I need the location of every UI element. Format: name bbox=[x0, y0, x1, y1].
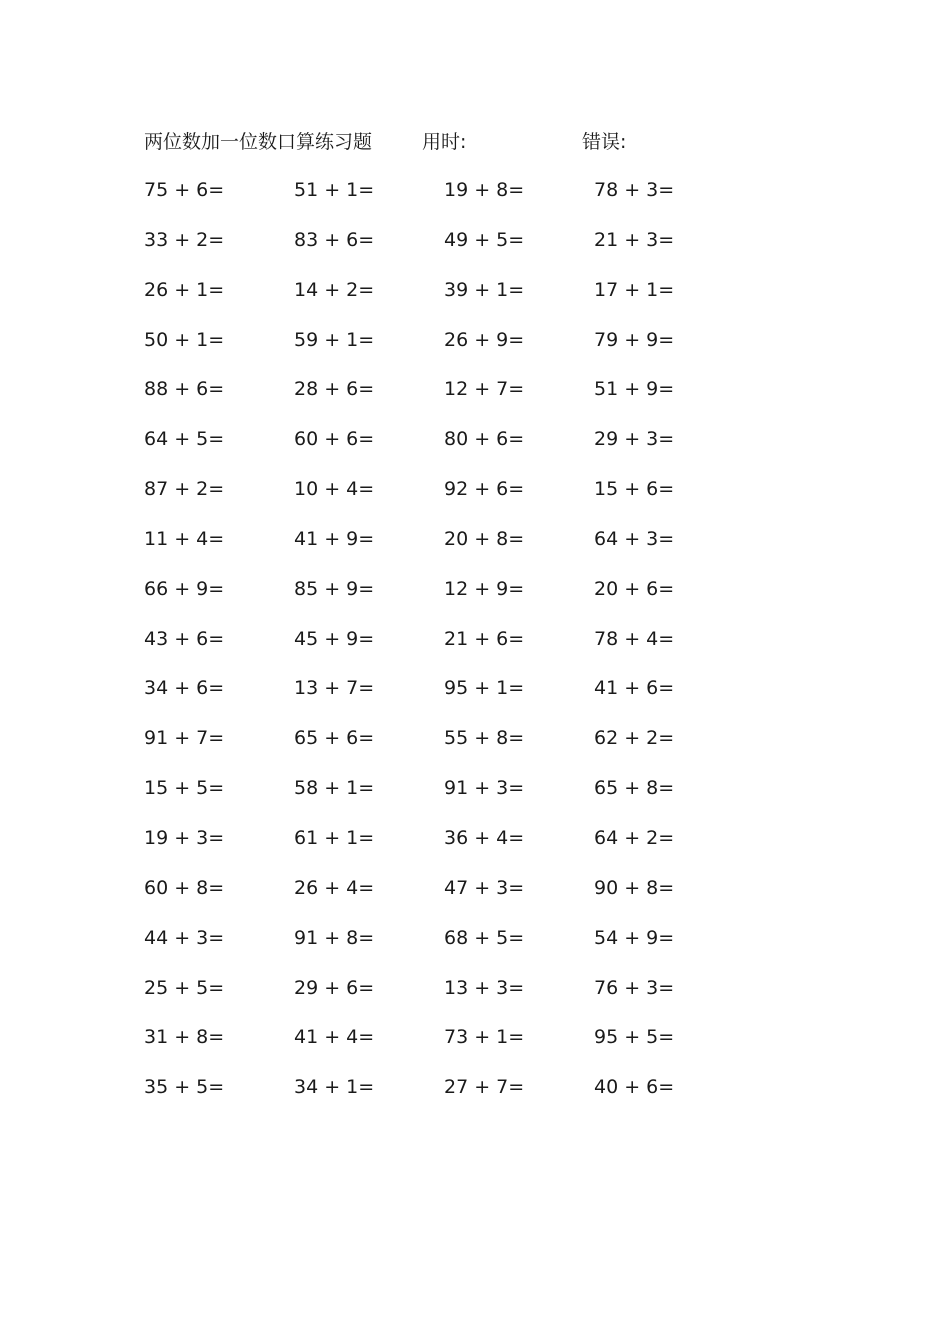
arithmetic-problem: 21 + 3= bbox=[594, 228, 675, 251]
arithmetic-problem: 68 + 5= bbox=[444, 926, 525, 949]
arithmetic-problem: 36 + 4= bbox=[444, 826, 525, 849]
arithmetic-problem: 15 + 5= bbox=[144, 777, 225, 800]
arithmetic-problem: 41 + 6= bbox=[594, 677, 675, 700]
arithmetic-problem: 85 + 9= bbox=[294, 577, 375, 600]
arithmetic-problem: 13 + 3= bbox=[444, 976, 525, 999]
worksheet-header bbox=[144, 128, 764, 156]
arithmetic-problem: 50 + 1= bbox=[144, 328, 225, 351]
arithmetic-problem: 91 + 7= bbox=[144, 727, 225, 750]
arithmetic-problem: 20 + 8= bbox=[444, 527, 525, 550]
arithmetic-problem: 64 + 3= bbox=[594, 527, 675, 550]
arithmetic-problem: 25 + 5= bbox=[144, 976, 225, 999]
problem-grid bbox=[144, 176, 764, 1123]
arithmetic-problem: 21 + 6= bbox=[444, 627, 525, 650]
arithmetic-problem: 47 + 3= bbox=[444, 876, 525, 899]
arithmetic-problem: 51 + 9= bbox=[594, 378, 675, 401]
arithmetic-problem: 95 + 1= bbox=[444, 677, 525, 700]
arithmetic-problem: 66 + 9= bbox=[144, 577, 225, 600]
arithmetic-problem: 26 + 1= bbox=[144, 278, 225, 301]
arithmetic-problem: 28 + 6= bbox=[294, 378, 375, 401]
arithmetic-problem: 40 + 6= bbox=[594, 1076, 675, 1099]
worksheet-title: 两位数加一位数口算练习题 bbox=[144, 131, 373, 153]
arithmetic-problem: 60 + 8= bbox=[144, 876, 225, 899]
arithmetic-problem: 79 + 9= bbox=[594, 328, 675, 351]
arithmetic-problem: 83 + 6= bbox=[294, 228, 375, 251]
arithmetic-problem: 73 + 1= bbox=[444, 1026, 525, 1049]
arithmetic-problem: 60 + 6= bbox=[294, 428, 375, 451]
arithmetic-problem: 49 + 5= bbox=[444, 228, 525, 251]
arithmetic-problem: 26 + 4= bbox=[294, 876, 375, 899]
arithmetic-problem: 12 + 9= bbox=[444, 577, 525, 600]
arithmetic-problem: 64 + 2= bbox=[594, 826, 675, 849]
arithmetic-problem: 41 + 9= bbox=[294, 527, 375, 550]
arithmetic-problem: 43 + 6= bbox=[144, 627, 225, 650]
arithmetic-problem: 91 + 8= bbox=[294, 926, 375, 949]
arithmetic-problem: 55 + 8= bbox=[444, 727, 525, 750]
arithmetic-problem: 14 + 2= bbox=[294, 278, 375, 301]
time-label: 用时: bbox=[422, 131, 467, 153]
arithmetic-problem: 90 + 8= bbox=[594, 876, 675, 899]
arithmetic-problem: 87 + 2= bbox=[144, 478, 225, 501]
arithmetic-problem: 19 + 8= bbox=[444, 179, 525, 201]
arithmetic-problem: 12 + 7= bbox=[444, 378, 525, 401]
arithmetic-problem: 62 + 2= bbox=[594, 727, 675, 750]
arithmetic-problem: 11 + 4= bbox=[144, 527, 225, 550]
arithmetic-problem: 92 + 6= bbox=[444, 478, 525, 501]
arithmetic-problem: 33 + 2= bbox=[144, 228, 225, 251]
arithmetic-problem: 39 + 1= bbox=[444, 278, 525, 301]
arithmetic-problem: 10 + 4= bbox=[294, 478, 375, 501]
arithmetic-problem: 78 + 3= bbox=[594, 179, 675, 201]
arithmetic-problem: 15 + 6= bbox=[594, 478, 675, 501]
arithmetic-problem: 34 + 6= bbox=[144, 677, 225, 700]
arithmetic-problem: 41 + 4= bbox=[294, 1026, 375, 1049]
arithmetic-problem: 78 + 4= bbox=[594, 627, 675, 650]
arithmetic-problem: 80 + 6= bbox=[444, 428, 525, 451]
arithmetic-problem: 29 + 3= bbox=[594, 428, 675, 451]
arithmetic-problem: 95 + 5= bbox=[594, 1026, 675, 1049]
arithmetic-problem: 61 + 1= bbox=[294, 826, 375, 849]
arithmetic-problem: 65 + 6= bbox=[294, 727, 375, 750]
arithmetic-problem: 59 + 1= bbox=[294, 328, 375, 351]
arithmetic-problem: 31 + 8= bbox=[144, 1026, 225, 1049]
arithmetic-problem: 20 + 6= bbox=[594, 577, 675, 600]
arithmetic-problem: 75 + 6= bbox=[144, 179, 225, 201]
arithmetic-problem: 91 + 3= bbox=[444, 777, 525, 800]
arithmetic-problem: 34 + 1= bbox=[294, 1076, 375, 1099]
arithmetic-problem: 88 + 6= bbox=[144, 378, 225, 401]
arithmetic-problem: 65 + 8= bbox=[594, 777, 675, 800]
arithmetic-problem: 54 + 9= bbox=[594, 926, 675, 949]
arithmetic-problem: 58 + 1= bbox=[294, 777, 375, 800]
arithmetic-problem: 26 + 9= bbox=[444, 328, 525, 351]
arithmetic-problem: 45 + 9= bbox=[294, 627, 375, 650]
arithmetic-problem: 19 + 3= bbox=[144, 826, 225, 849]
arithmetic-problem: 51 + 1= bbox=[294, 179, 375, 201]
arithmetic-problem: 13 + 7= bbox=[294, 677, 375, 700]
arithmetic-problem: 17 + 1= bbox=[594, 278, 675, 301]
arithmetic-problem: 27 + 7= bbox=[444, 1076, 525, 1099]
arithmetic-problem: 44 + 3= bbox=[144, 926, 225, 949]
arithmetic-problem: 76 + 3= bbox=[594, 976, 675, 999]
arithmetic-problem: 29 + 6= bbox=[294, 976, 375, 999]
arithmetic-problem: 35 + 5= bbox=[144, 1076, 225, 1099]
error-label: 错误: bbox=[582, 131, 627, 153]
arithmetic-problem: 64 + 5= bbox=[144, 428, 225, 451]
